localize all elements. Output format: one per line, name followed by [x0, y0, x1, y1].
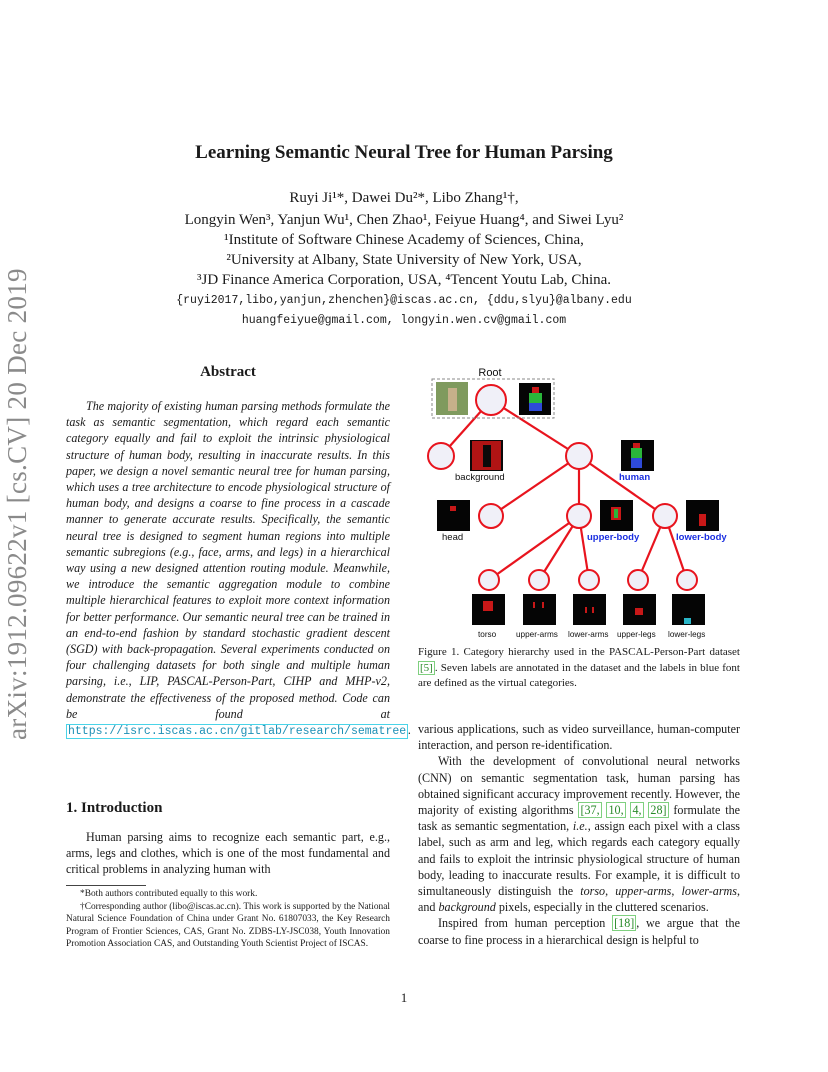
p2-text-a: With the development of convolutional neural networks (CNN) on semantic segmentation task, human parsing has obtained significant accuracy improvement recently. However, the majority of existing algorithms [418, 754, 740, 818]
abstract-text: The majority of existing human parsing methods formulate the task as semantic segmentation, which regard each semantic category equally and fail to exploit the intrinsic physiological structure of human body, resulting in inaccurate results. In this paper, we design a novel semantic neural tree for human parsing, which uses a tree architecture to encode physiological structure of human body, and designs a coarse to fine process in a cascade manner to generate accurate results. Specifically, the semantic neural tree is designed to segment human regions into multiple semantic subregions (e.g., face, arms, and legs) in a hierarchical way using a new designed attention routing module. Meanwhile, we introduce the semantic aggregation module to combine multiple hierarchical features to exploit more context information for better performance. Our semantic neural tree can be trained in an end-to-end fashion by standard stochastic gradient descent (SGD) with back-propagation. Several experiments conducted on four challenging datasets for both single and multiple human parsing, i.e., LIP, PASCAL-Person-Part, CIHP and MHP-v2, demonstrate the effectiveness of the proposed method. Code can be found at [66, 399, 390, 721]
node-lower-body [653, 504, 677, 528]
label-background: background [455, 472, 505, 483]
author-emails-2: huangfeiyue@gmail.com, longyin.wen.cv@gmail.com [241, 314, 567, 327]
label-upper-legs: upper-legs [617, 630, 656, 639]
right-column-body [418, 721, 740, 948]
node-torso [479, 570, 499, 590]
footnotes [66, 888, 390, 951]
thumb-upper-legs-mask [635, 608, 643, 615]
page-number: 1 [400, 990, 408, 1005]
arxiv-stamp: arXiv:1912.09622v1 [cs.CV] 20 Dec 2019 [2, 268, 32, 740]
label-lower-arms: lower-arms [568, 630, 609, 639]
input-photo-person [448, 388, 457, 411]
ref-18[interactable]: [18] [614, 916, 635, 931]
thumb-lower-arms-left [585, 607, 587, 613]
thumb-lower-arms-right [592, 607, 594, 613]
node-background [428, 443, 454, 469]
intro-body [66, 829, 390, 878]
thumb-upper-arms [523, 594, 556, 625]
p2-text-d: pixels, especially in the cluttered scenarios. [498, 900, 709, 915]
thumb-human-head [633, 443, 640, 448]
caption-suffix: . Seven labels are annotated in the dataset and the labels in blue font are defined as the virtual categories. [418, 661, 740, 689]
thumb-head [437, 500, 470, 531]
node-root [476, 385, 506, 415]
intro-paragraph: Human parsing aims to recognize each semantic part, e.g., arms, legs and clothes, which is one of the most fundamental and critical problems in analyzing human with [66, 830, 390, 877]
affiliation-3: ³JD Finance America Corporation, USA, ⁴Tencent Youtu Lab, China. [196, 272, 612, 288]
thumb-upper-arms-right [542, 602, 544, 608]
thumb-torso-mask [483, 601, 493, 611]
word-lower-arms: lower-arms [681, 884, 737, 899]
ref-10[interactable]: 10, [608, 803, 624, 818]
p3-text-a: Inspired from human perception [438, 916, 606, 931]
code-link[interactable]: https://isrc.iscas.ac.cn/gitlab/research/sematree [68, 725, 407, 739]
thumb-upper-arms-left [533, 602, 535, 608]
label-torso: torso [478, 630, 497, 639]
word-and: , and [418, 884, 741, 915]
footnote-equal-contribution: *Both authors contributed equally to this work. [80, 889, 258, 899]
node-head [479, 504, 503, 528]
p3-text-b: , we argue that the coarse to fine process in a hierarchical design is helpful to [418, 916, 740, 947]
abstract-body [66, 398, 412, 740]
thumb-lower-arms [573, 594, 606, 625]
authors-line-1: Ruyi Ji¹*, Dawei Du²*, Libo Zhang¹†, [289, 190, 519, 206]
word-upper-arms: upper-arms [615, 884, 672, 899]
node-upper-legs [628, 570, 648, 590]
footnote-corresponding: †Corresponding author (libo@iscas.ac.cn). This work is supported by the National Natural Science Foundation of China under Grant No. 61807033, the Key Research Program of Frontier Sciences, CAS, Grant No. ZDBS-LY-JSC038, Youth Innovation Promotion Association CAS, and Outstanding Youth Scientist Project of ISCAS. [66, 901, 390, 950]
thumb-lower-body-mask [699, 514, 706, 526]
right-paragraph-3 [418, 915, 740, 947]
ref-4[interactable]: 4, [632, 803, 642, 818]
word-background: background [438, 900, 496, 915]
label-head: head [442, 532, 464, 543]
right-paragraph-2: With the development of convolutional neural networks (CNN) on semantic segmentation task, human parsing has obtained significant accuracy improvement recently. However, the majority of existing algorithms [37, 10, 4, 28] formulate the task as semantic segmentation, i.e., assign each pixel with a class label, such as arm and leg, which regards each category equally and fails to exploit the intrinsic physiological structure of human body, leading to inaccurate results. For example, it is difficult to simultaneously distinguish the torso, upper-arms, lower-arms, and background pixels, especially in the cluttered scenarios. [418, 754, 741, 915]
figure-category-hierarchy [420, 364, 740, 639]
label-upper-arms: upper-arms [516, 630, 558, 639]
authors-line-2: Longyin Wen³, Yanjun Wu¹, Chen Zhao¹, Feiyue Huang⁴, and Siwei Lyu² [184, 212, 624, 228]
node-lower-legs [677, 570, 697, 590]
root-label: Root [478, 367, 502, 379]
tree-edges [441, 400, 687, 580]
footnote-rule [66, 885, 146, 886]
thumb-lower-legs-mask [684, 618, 691, 624]
p2-ie: i.e. [572, 819, 588, 834]
p2-text-b: formulate the task as semantic segmentation, [418, 803, 741, 834]
ref-37[interactable]: [37, [580, 803, 600, 818]
label-lower-legs: lower-legs [668, 630, 706, 639]
thumb-human-body [631, 448, 642, 458]
affiliation-2: ²University at Albany, State University of New York, USA, [226, 252, 582, 268]
abstract-heading: Abstract [200, 364, 256, 380]
thumb-background-hole [483, 445, 491, 467]
affiliation-1: ¹Institute of Software Chinese Academy of Sciences, China, [224, 232, 584, 248]
ref-28[interactable]: 28] [650, 803, 667, 818]
thumb-upper-body-accent [614, 509, 618, 518]
mask-torso [529, 393, 542, 403]
label-human: human [619, 472, 651, 483]
caption-ref[interactable]: [5] [420, 661, 433, 674]
right-paragraph-1: various applications, such as video surveillance, human-computer interaction, and person re-identification. [418, 722, 740, 753]
node-lower-arms [579, 570, 599, 590]
author-emails-1: {ruyi2017,libo,yanjun,zhenchen}@iscas.ac.cn, {ddu,slyu}@albany.edu [176, 294, 632, 307]
section-heading-introduction: 1. Introduction [66, 800, 163, 816]
figure-caption [418, 645, 740, 692]
p2-text-c: , assign each pixel with a class label, such as arm and leg, which regards each category equally and fails to exploit the intrinsic physiological structure of human body, leading to inaccurate results. For example, it is difficult to simultaneously distinguish the [418, 819, 740, 899]
thumb-human-legs [631, 458, 642, 468]
abstract-end: . [408, 723, 412, 738]
thumb-head-mask [450, 506, 456, 511]
mask-head [532, 387, 539, 393]
node-upper-body [567, 504, 591, 528]
label-upper-body: upper-body [587, 532, 640, 543]
tree-nodes [428, 385, 697, 590]
word-torso: torso [580, 884, 606, 899]
mask-legs [529, 403, 542, 411]
node-upper-arms [529, 570, 549, 590]
caption-prefix: Figure 1. Category hierarchy used in the PASCAL-Person-Part dataset [418, 646, 740, 658]
node-human [566, 443, 592, 469]
label-lower-body: lower-body [676, 532, 727, 543]
paper-title: Learning Semantic Neural Tree for Human Parsing [195, 142, 613, 163]
